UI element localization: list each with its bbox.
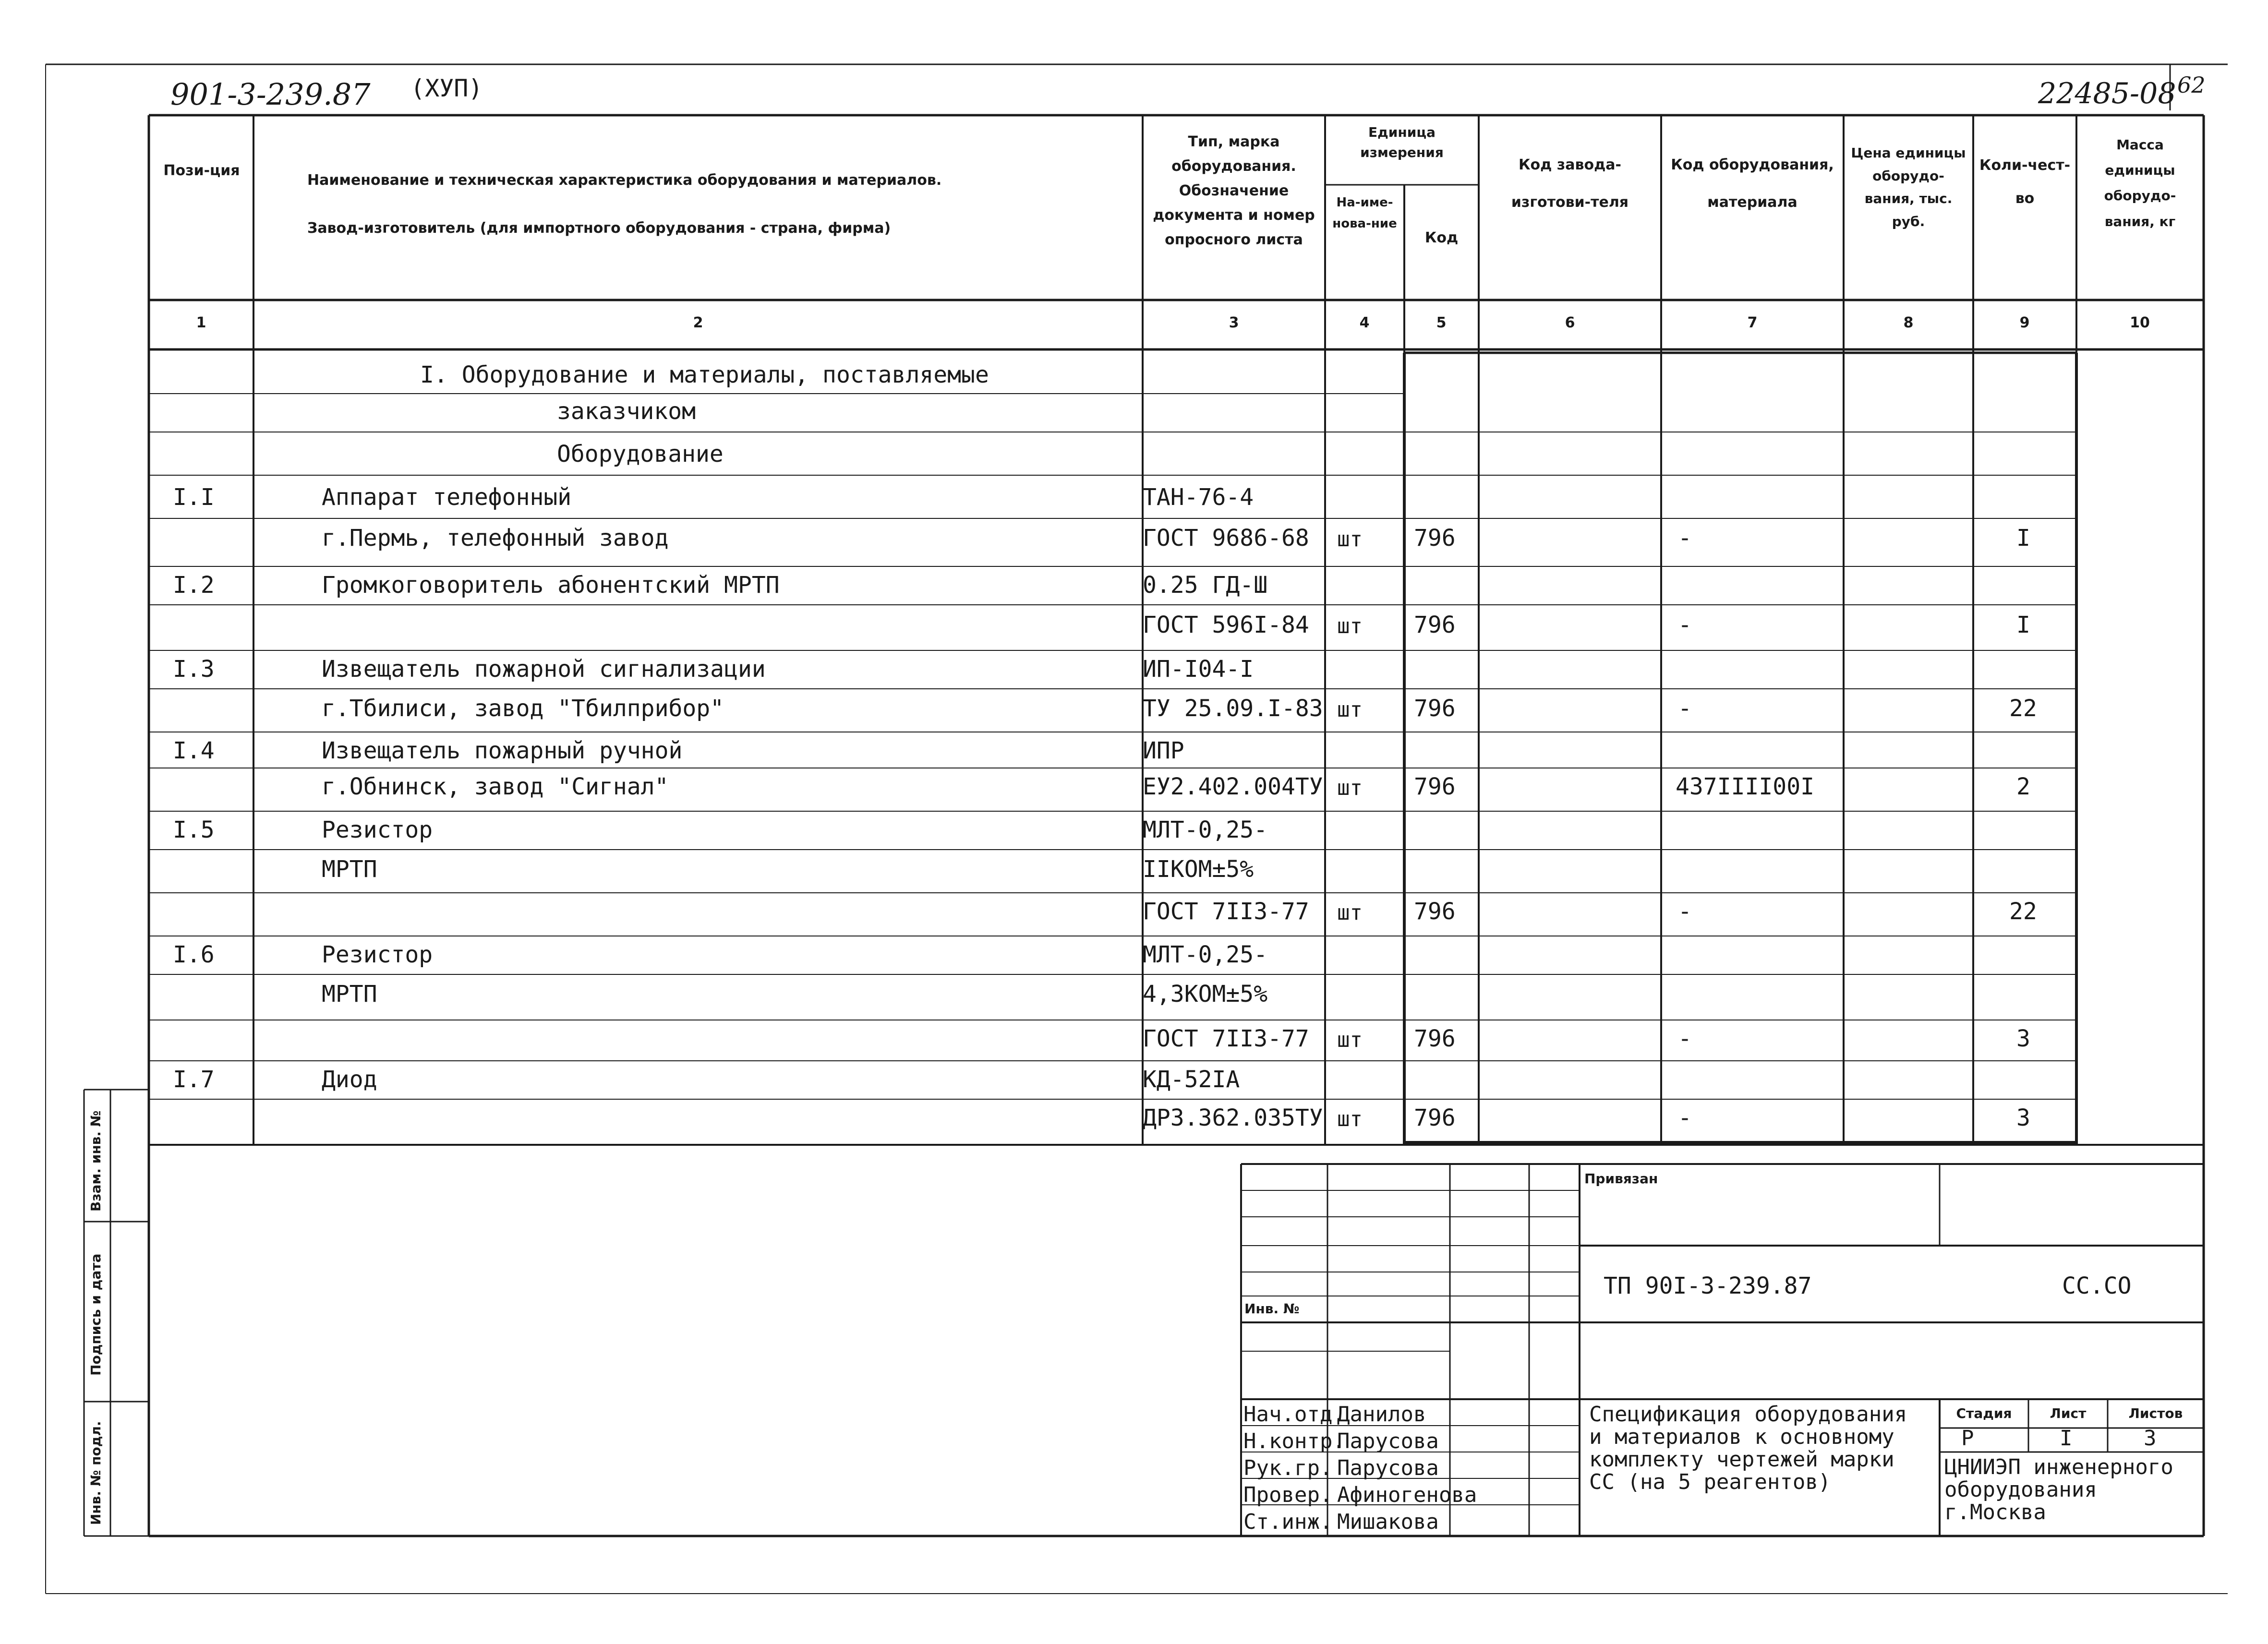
side-stamp-signature: Подпись и дата xyxy=(88,1253,104,1376)
row-quantity: 3 xyxy=(2016,1104,2030,1131)
signer-name: Парусова xyxy=(1337,1429,1439,1453)
organization-line: ЦНИИЭП инженерного xyxy=(1944,1455,2173,1479)
row-name: Диод xyxy=(322,1066,377,1093)
row-type: 0.25 ГД-Ш xyxy=(1143,572,1268,599)
row-unit-code: 796 xyxy=(1414,1104,1456,1131)
row-position: I.2 xyxy=(173,572,215,599)
signer-role: Нач.отд. xyxy=(1243,1402,1345,1427)
column-number: 5 xyxy=(1436,314,1447,331)
description-line: и материалов к основному xyxy=(1589,1425,1894,1449)
row-name: Аппарат телефонный xyxy=(322,484,572,511)
row-type: ДРЗ.362.035ТУ xyxy=(1143,1104,1323,1131)
header-name-line2: Завод-изготовитель (для импортного оборудования - страна, фирма) xyxy=(307,220,891,237)
row-name: г.Обнинск, завод "Сигнал" xyxy=(322,773,669,800)
row-quantity: 2 xyxy=(2016,773,2030,800)
sheet-value: I xyxy=(2060,1426,2073,1451)
header-equipment-code: Код оборудования, материала xyxy=(1671,156,1834,211)
row-position: I.4 xyxy=(173,737,215,764)
column-number: 4 xyxy=(1359,314,1370,331)
row-position: I.6 xyxy=(173,941,215,968)
organization-line: г.Москва xyxy=(1944,1500,2046,1524)
row-equipment-code: - xyxy=(1678,695,1692,722)
project-number: ТП 90I-3-239.87 xyxy=(1604,1272,1812,1299)
row-type: ГОСТ 7II3-77 xyxy=(1143,1025,1309,1052)
column-number: 8 xyxy=(1903,314,1914,331)
signer-role: Н.контр. xyxy=(1243,1429,1345,1453)
row-name: заказчиком xyxy=(557,398,696,425)
header-name-line1: Наименование и техническая характеристика оборудования и материалов. xyxy=(307,172,942,189)
row-unit-code: 796 xyxy=(1414,1025,1456,1052)
row-name: МРТП xyxy=(322,981,377,1008)
header-quantity: Коли-чест-во xyxy=(1979,157,2071,207)
sheet-corner-number: 62 xyxy=(2177,72,2206,98)
side-stamp-original: Инв. № подл. xyxy=(88,1421,104,1525)
row-quantity: 22 xyxy=(2009,898,2037,925)
row-unit: шт xyxy=(1337,614,1363,638)
row-type: ГОСТ 9686-68 xyxy=(1143,525,1309,552)
row-type: КД-52IА xyxy=(1143,1066,1240,1093)
row-type: ТАН-76-4 xyxy=(1143,484,1254,511)
organization-line: оборудования xyxy=(1944,1477,2097,1502)
signer-name: Мишакова xyxy=(1337,1510,1439,1534)
row-unit-code: 796 xyxy=(1414,898,1456,925)
column-number: 7 xyxy=(1747,314,1758,331)
row-unit: шт xyxy=(1337,1107,1363,1131)
row-quantity: I xyxy=(2016,525,2030,552)
signer-name: Парусова xyxy=(1337,1456,1439,1480)
row-unit-code: 796 xyxy=(1414,773,1456,800)
header-mass: Масса единицы оборудо-вания, кг xyxy=(2104,137,2176,229)
row-position: I.3 xyxy=(173,656,215,683)
inventory-label: Инв. № xyxy=(1244,1301,1300,1317)
description-line: Спецификация оборудования xyxy=(1589,1402,1907,1427)
header-price: Цена единицы оборудо-вания, тыс. руб. xyxy=(1851,145,1966,229)
row-name: МРТП xyxy=(322,856,377,883)
signer-role: Рук.гр. xyxy=(1243,1456,1333,1480)
row-type: ЕУ2.402.004ТУ xyxy=(1143,773,1323,800)
row-type: ГОСТ 7II3-77 xyxy=(1143,898,1309,925)
row-type: 4,3КОМ±5% xyxy=(1143,981,1268,1008)
row-type: МЛТ-0,25- xyxy=(1143,941,1268,968)
signer-name: Данилов xyxy=(1337,1402,1426,1427)
row-quantity: 3 xyxy=(2016,1025,2030,1052)
header-unit: Единица измерения xyxy=(1360,124,1444,160)
row-name: Оборудование xyxy=(557,441,724,468)
row-unit: шт xyxy=(1337,697,1363,722)
row-unit: шт xyxy=(1337,776,1363,800)
row-name: Резистор xyxy=(322,816,433,843)
column-number: 3 xyxy=(1229,314,1239,331)
row-equipment-code: - xyxy=(1678,1104,1692,1131)
row-type: ИПР xyxy=(1143,737,1184,764)
row-position: I.7 xyxy=(173,1066,215,1093)
row-name: г.Пермь, телефонный завод xyxy=(322,525,669,552)
description-line: комплекту чертежей марки xyxy=(1589,1447,1894,1472)
row-equipment-code: 437IIII00I xyxy=(1676,773,1814,800)
signer-name: Афиногенова xyxy=(1337,1483,1477,1507)
side-stamp-replaced: Взам. инв. № xyxy=(88,1110,104,1212)
header-unit-code: Код xyxy=(1424,229,1459,246)
row-type: ИП-I04-I xyxy=(1143,656,1254,683)
header-position: Пози-ция xyxy=(163,162,240,179)
row-type: ТУ 25.09.I-83 xyxy=(1143,695,1323,722)
row-name: г.Тбилиси, завод "Тбилприбор" xyxy=(322,695,724,722)
stage-label: Стадия xyxy=(1956,1405,2012,1421)
row-unit: шт xyxy=(1337,900,1363,925)
header-unit-name: На-име-нова-ние xyxy=(1332,195,1397,231)
row-quantity: 22 xyxy=(2009,695,2037,722)
row-position: I.5 xyxy=(173,816,215,843)
row-equipment-code: - xyxy=(1678,1025,1692,1052)
row-unit: шт xyxy=(1337,527,1363,552)
row-equipment-code: - xyxy=(1678,525,1692,552)
row-position: I.I xyxy=(173,484,215,511)
doc-code: 901-3-239.87 xyxy=(170,77,371,112)
sheet-label: Лист xyxy=(2050,1405,2087,1421)
signer-role: Ст.инж. xyxy=(1243,1510,1333,1534)
row-type: МЛТ-0,25- xyxy=(1143,816,1268,843)
column-number: 1 xyxy=(196,314,206,331)
row-unit-code: 796 xyxy=(1414,525,1456,552)
album-number: (ХУП) xyxy=(410,74,483,102)
row-type: IIКОМ±5% xyxy=(1143,856,1254,883)
row-name: Резистор xyxy=(322,941,433,968)
linked-label: Привязан xyxy=(1584,1171,1658,1187)
column-number: 9 xyxy=(2019,314,2030,331)
row-name: Громкоговоритель абонентский МРТП xyxy=(322,572,780,599)
column-number: 6 xyxy=(1565,314,1575,331)
description-line: СС (на 5 реагентов) xyxy=(1589,1470,1831,1494)
row-unit: шт xyxy=(1337,1028,1363,1052)
sheets-value: 3 xyxy=(2144,1426,2157,1451)
drawing-mark: СС.СО xyxy=(2062,1272,2132,1299)
row-name: Извещатель пожарный ручной xyxy=(322,737,683,764)
row-name: I. Оборудование и материалы, поставляемые xyxy=(420,361,989,388)
column-number: 10 xyxy=(2130,314,2150,331)
header-maker-code: Код завода-изготови-теля xyxy=(1511,156,1629,211)
row-equipment-code: - xyxy=(1678,612,1692,638)
stage-value: Р xyxy=(1961,1426,1974,1451)
column-number: 2 xyxy=(693,314,703,331)
row-equipment-code: - xyxy=(1678,898,1692,925)
row-unit-code: 796 xyxy=(1414,612,1456,638)
inventory-number: 22485-08 xyxy=(2038,77,2176,110)
header-type: Тип, марка оборудования. Обозначение документа и номер опросного листа xyxy=(1153,133,1315,248)
row-name: Извещатель пожарной сигнализации xyxy=(322,656,766,683)
signer-role: Провер. xyxy=(1243,1483,1333,1507)
row-type: ГОСТ 596I-84 xyxy=(1143,612,1309,638)
sheets-label: Листов xyxy=(2128,1405,2183,1421)
row-unit-code: 796 xyxy=(1414,695,1456,722)
row-quantity: I xyxy=(2016,612,2030,638)
